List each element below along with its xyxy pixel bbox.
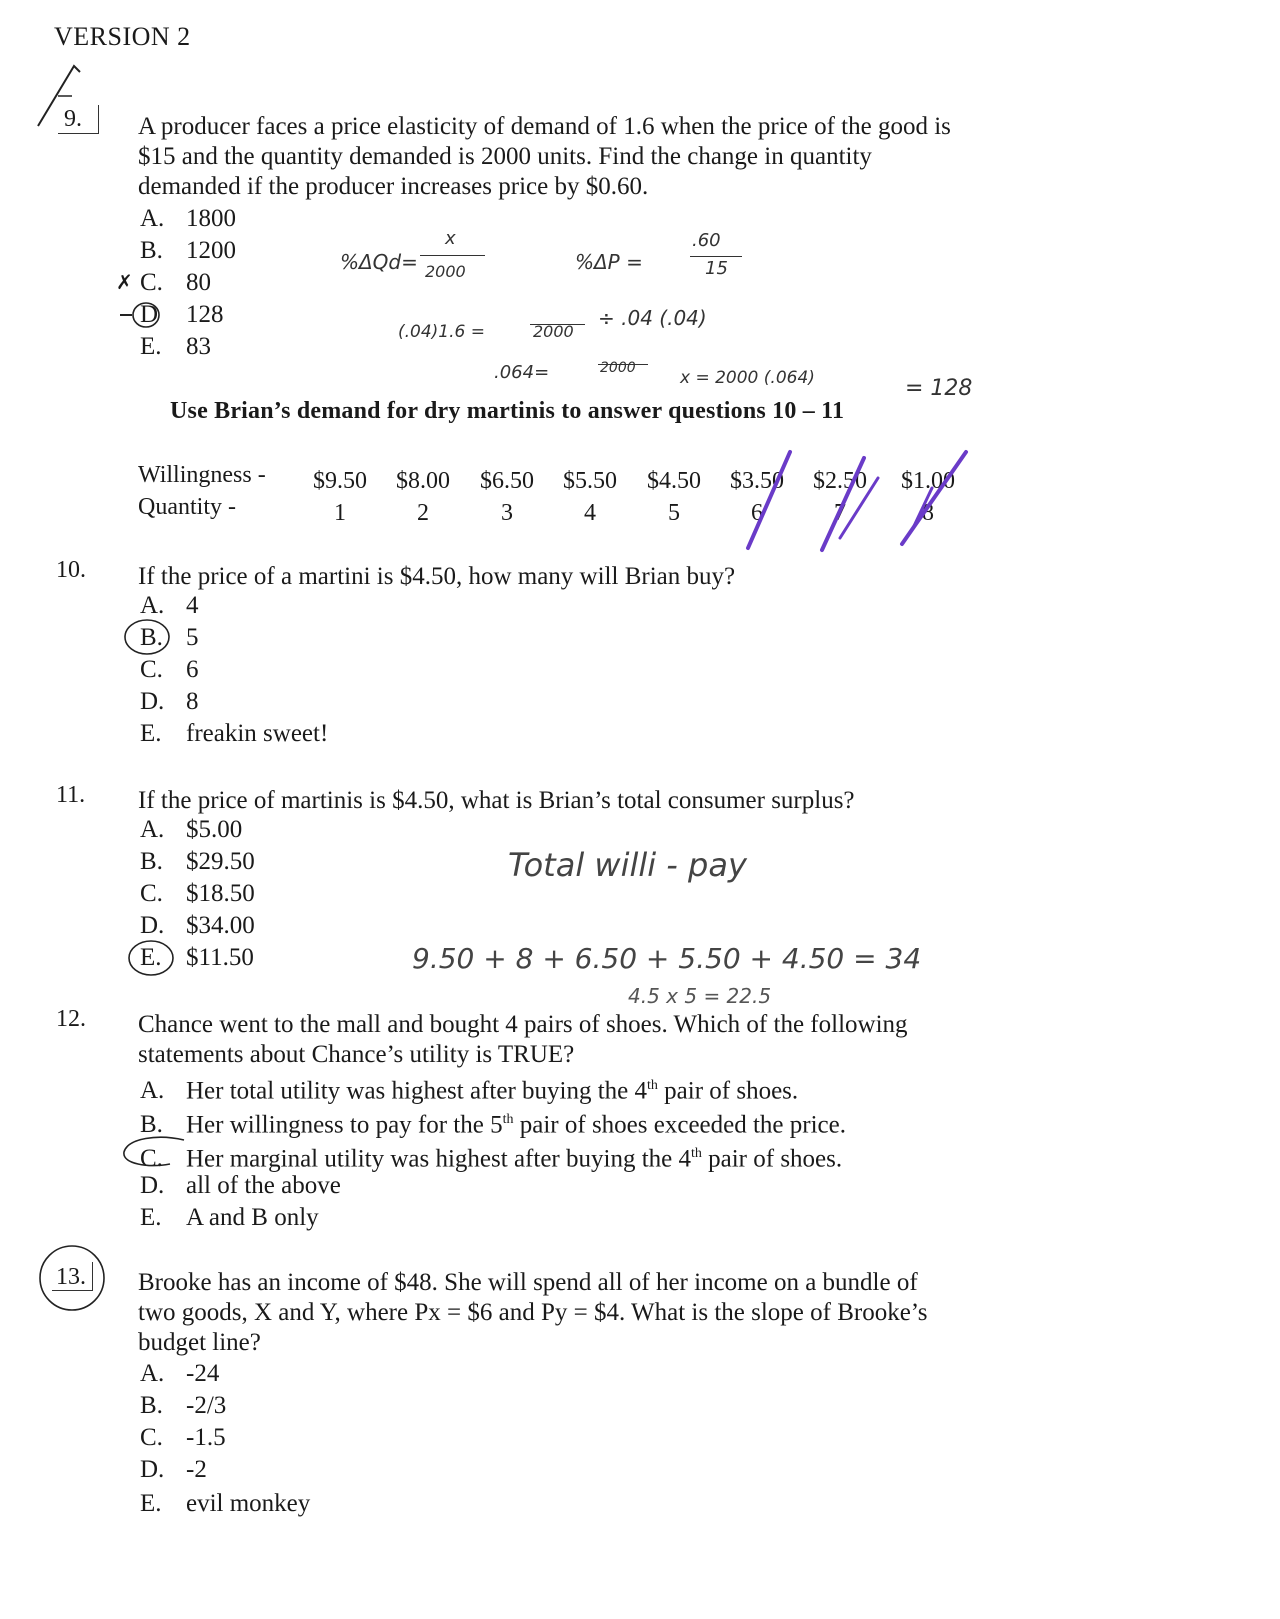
q12-option-e[interactable]: E. A and B only: [140, 1204, 319, 1231]
q12-option-c[interactable]: C. Her marginal utility was highest after buying the 4th pair of shoes.: [140, 1145, 843, 1173]
q11-text: If the price of martinis is $4.50, what is Brian’s total consumer surplus?: [138, 787, 855, 814]
q12-option-b[interactable]: B. Her willingness to pay for the 5th pair of shoes exceeded the price.: [140, 1111, 846, 1139]
q13-text-line-2: two goods, X and Y, where Px = $6 and Py = $4. What is the slope of Brooke’s: [138, 1299, 928, 1326]
q9-text-line-1: A producer faces a price elasticity of demand of 1.6 when the price of the good is: [138, 113, 951, 140]
q10-number: 10.: [56, 557, 86, 583]
q10-option-c[interactable]: C. 6: [140, 656, 199, 683]
quantity-cell: 1: [334, 500, 346, 526]
q9-work-60: .60: [692, 230, 721, 251]
q13-text-line-1: Brooke has an income of $48. She will spend all of her income on a bundle of: [138, 1269, 918, 1296]
q9-work-pct-p: %ΔP =: [575, 250, 643, 274]
q10-option-a[interactable]: A. 4: [140, 592, 199, 619]
willingness-row: [0, 468, 1280, 498]
q10-text: If the price of a martini is $4.50, how many will Brian buy?: [138, 563, 736, 590]
q11-number: 11.: [56, 782, 86, 808]
quantity-cell: 5: [668, 500, 680, 526]
q13-option-a[interactable]: A. -24: [140, 1360, 220, 1387]
q9-work-line2-right: ÷ .04 (.04): [598, 306, 707, 330]
q9-wrong-mark: ✗: [116, 272, 133, 294]
price-cell: $4.50: [647, 468, 701, 494]
q9-work-fraction-bar-1: [420, 255, 485, 256]
quantity-cell: 6: [751, 500, 763, 526]
q9-text-line-3: demanded if the producer increases price by $0.60.: [138, 173, 649, 200]
q13-option-d[interactable]: D. -2: [140, 1456, 207, 1483]
quantity-cell: 7: [834, 500, 846, 526]
q9-work-line4: x = 2000 (.064): [680, 368, 815, 388]
price-cell: $9.50: [313, 468, 367, 494]
willingness-label: Willingness -: [138, 462, 266, 488]
q11-option-d[interactable]: D. $34.00: [140, 912, 255, 939]
q9-work-line3-den: 2000: [600, 360, 636, 376]
price-cell: $3.50: [730, 468, 784, 494]
demand-instruction: Use Brian’s demand for dry martinis to answer questions 10 – 11: [170, 398, 845, 424]
q9-work-line2-left: (.04)1.6 =: [398, 322, 485, 342]
q9-text-line-2: $15 and the quantity demanded is 2000 units. Find the change in quantity: [138, 143, 872, 170]
q11-work-line3: 4.5 x 5 = 22.5: [628, 984, 772, 1008]
q13-option-b[interactable]: B. -2/3: [140, 1392, 227, 1419]
price-cell: $8.00: [396, 468, 450, 494]
q9-number: 9.: [64, 106, 82, 132]
q13-text-line-3: budget line?: [138, 1329, 261, 1356]
q9-work-15: 15: [705, 258, 728, 279]
q12-text-line-1: Chance went to the mall and bought 4 pairs of shoes. Which of the following: [138, 1011, 908, 1038]
q11-option-b[interactable]: B. $29.50: [140, 848, 255, 875]
q13-option-c[interactable]: C. -1.5: [140, 1424, 226, 1451]
q12-text-line-2: statements about Chance’s utility is TRUE?: [138, 1041, 575, 1068]
q12-answer-circle: [118, 1134, 198, 1172]
q13-number: 13.: [56, 1264, 86, 1290]
q9-work-result: = 128: [905, 376, 973, 401]
q9-work-line2-mid: 2000: [533, 322, 574, 341]
price-cell: $2.50: [813, 468, 867, 494]
quantity-row: [0, 500, 1280, 530]
q9-option-d[interactable]: D 128: [140, 301, 224, 328]
q9-option-a[interactable]: A. 1800: [140, 205, 236, 232]
price-cell: $1.00: [901, 468, 955, 494]
q11-option-e[interactable]: E. $11.50: [140, 944, 254, 971]
quantity-cell: 4: [584, 500, 596, 526]
quantity-cell: 2: [417, 500, 429, 526]
q11-answer-circle: [124, 936, 178, 980]
quantity-cell: 8: [922, 500, 934, 526]
version-heading: VERSION 2: [54, 22, 191, 51]
purple-strike-marks: [730, 448, 1010, 558]
q9-option-c[interactable]: C. 80: [140, 269, 211, 296]
q12-number: 12.: [56, 1006, 86, 1032]
q12-option-a[interactable]: A. Her total utility was highest after buying the 4th pair of shoes.: [140, 1077, 799, 1105]
q9-answer-circle: [118, 300, 162, 330]
q11-option-c[interactable]: C. $18.50: [140, 880, 255, 907]
q9-work-line3: .064=: [494, 362, 550, 383]
q10-option-d[interactable]: D. 8: [140, 688, 199, 715]
q9-work-2000: 2000: [425, 262, 466, 281]
q9-option-b[interactable]: B. 1200: [140, 237, 236, 264]
q9-option-e[interactable]: E. 83: [140, 333, 211, 360]
q10-answer-circle: [120, 615, 174, 659]
q13-option-e[interactable]: E. evil monkey: [140, 1490, 311, 1517]
q11-work-line1: Total willi - pay: [508, 846, 747, 884]
q12-option-d[interactable]: D. all of the above: [140, 1172, 341, 1199]
q11-work-line2: 9.50 + 8 + 6.50 + 5.50 + 4.50 = 34: [412, 942, 922, 975]
quantity-cell: 3: [501, 500, 513, 526]
q10-option-b[interactable]: B. 5: [140, 624, 199, 651]
price-cell: $6.50: [480, 468, 534, 494]
q9-work-fraction-bar-2: [690, 256, 742, 257]
quantity-label: Quantity -: [138, 494, 236, 520]
price-cell: $5.50: [563, 468, 617, 494]
q9-work-pct-q: %ΔQd=: [340, 250, 418, 274]
q9-work-x: x: [445, 228, 456, 249]
q11-option-a[interactable]: A. $5.00: [140, 816, 243, 843]
q10-option-e[interactable]: E. freakin sweet!: [140, 720, 329, 747]
